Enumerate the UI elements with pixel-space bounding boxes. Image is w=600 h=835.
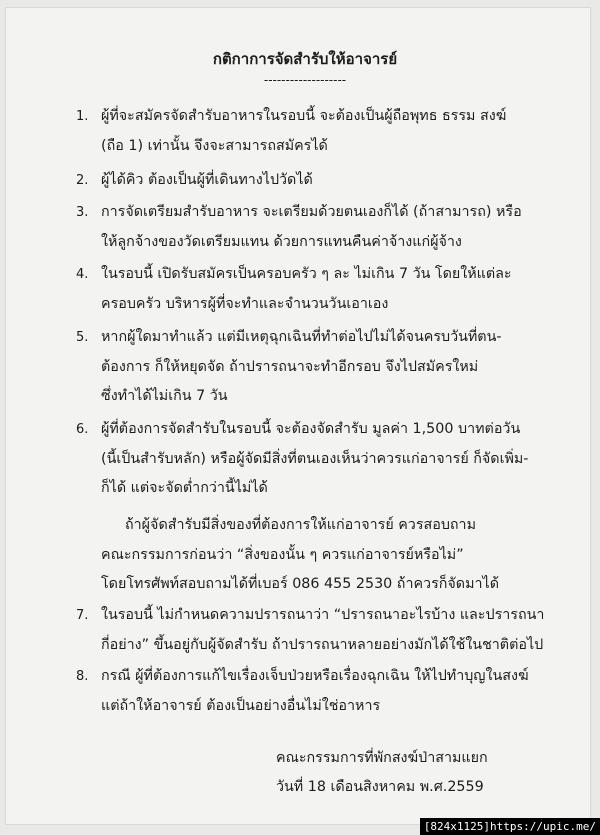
rule-line: ต้องการ ก็ให้หยุดจัด ถ้าปรารถนาจะทำอีกรอบ จึงไปสมัครใหม่ [101, 358, 479, 375]
rule-line: กี่อย่าง” ขึ้นอยู่กับผู้จัดสำรับ ถ้าปรารถนาหลายอย่างมักได้ใช้ในชาติต่อไป [101, 636, 544, 653]
rule-line: ซึ่งทำได้ไม่เกิน 7 วัน [101, 388, 228, 404]
signature-org: คณะกรรมการที่พักสงฆ์ป่าสามแยก [276, 750, 488, 766]
rule-number: 4. [76, 267, 89, 282]
note-line: คณะกรรมการก่อนว่า “สิ่งของนั้น ๆ ควรแก่อาจารย์หรือไม่” [101, 547, 464, 563]
rule-number: 3. [76, 205, 89, 220]
rule-line: ครอบครัว บริหารผู้ที่จะทำและจำนวนวันเอาเอง [101, 295, 389, 312]
rule-line: ผู้ที่จะสมัครจัดสำรับอาหารในรอบนี้ จะต้องเป็นผู้ถือพุทธ ธรรม สงฆ์ [101, 108, 507, 124]
rule-number: 7. [76, 608, 89, 623]
rule-number: 8. [76, 669, 89, 684]
rule-line: แต่ถ้าให้อาจารย์ ต้องเป็นอย่างอื่นไม่ใช่อาหาร [101, 697, 381, 714]
rule-number: 5. [76, 330, 89, 345]
rule-line: การจัดเตรียมสำรับอาหาร จะเตรียมด้วยตนเองก็ได้ (ถ้าสามารถ) หรือ [101, 204, 522, 220]
source-watermark: [824x1125]https://upic.me/ [420, 818, 600, 835]
rule-number: 1. [76, 109, 89, 124]
rule-line: (นี้เป็นสำรับหลัก) หรือผู้จัดมีสิ่งที่ตนเองเห็นว่าควรแก่อาจารย์ ก็จัดเพิ่ม- [101, 450, 529, 467]
signature-date: วันที่ 18 เดือนสิงหาคม พ.ศ.2559 [276, 779, 484, 795]
rule-line: กรณี ผู้ที่ต้องการแก้ไขเรื่องเจ็บป่วยหรือเรื่องฉุกเฉิน ให้ไปทำบุญในสงฆ์ [101, 668, 529, 684]
rule-number: 6. [76, 422, 89, 437]
rule-line: (ถือ 1) เท่านั้น จึงจะสามารถสมัครได้ [101, 137, 328, 154]
rule-line: ผู้ที่ต้องการจัดสำรับในรอบนี้ จะต้องจัดสำรับ มูลค่า 1,500 บาทต่อวัน [101, 421, 521, 437]
rule-line: ในรอบนี้ ไม่กำหนดความปรารถนาว่า “ปรารถนาอะไรบ้าง และปรารถนา [101, 607, 545, 623]
rule-line: ให้ลูกจ้างของวัดเตรียมแทน ด้วยการแทนคืนค่าจ้างแก่ผู้จ้าง [101, 233, 462, 250]
note-line: โดยโทรศัพท์สอบถามได้ที่เบอร์ 086 455 2530 ถ้าควรก็จัดมาได้ [101, 576, 500, 592]
rule-line: ก็ได้ แต่จะจัดต่ำกว่านี้ไม่ได้ [101, 480, 268, 496]
rule-number: 2. [76, 173, 89, 188]
rule-line: ผู้ได้คิว ต้องเป็นผู้ที่เดินทางไปวัดได้ [101, 172, 313, 188]
rule-line: หากผู้ใดมาทำแล้ว แต่มีเหตุฉุกเฉินที่ทำต่อไปไม่ได้จนครบวันที่ตน- [101, 329, 502, 345]
document-title: กติกาการจัดสำรับให้อาจารย์ [212, 50, 398, 68]
document-page [5, 7, 591, 825]
title-divider: ------------------- [263, 73, 347, 87]
note-line: ถ้าผู้จัดสำรับมีสิ่งของที่ต้องการให้แก่อาจารย์ ควรสอบถาม [125, 517, 477, 533]
rule-line: ในรอบนี้ เปิดรับสมัครเป็นครอบครัว ๆ ละ ไม่เกิน 7 วัน โดยให้แต่ละ [101, 266, 512, 282]
